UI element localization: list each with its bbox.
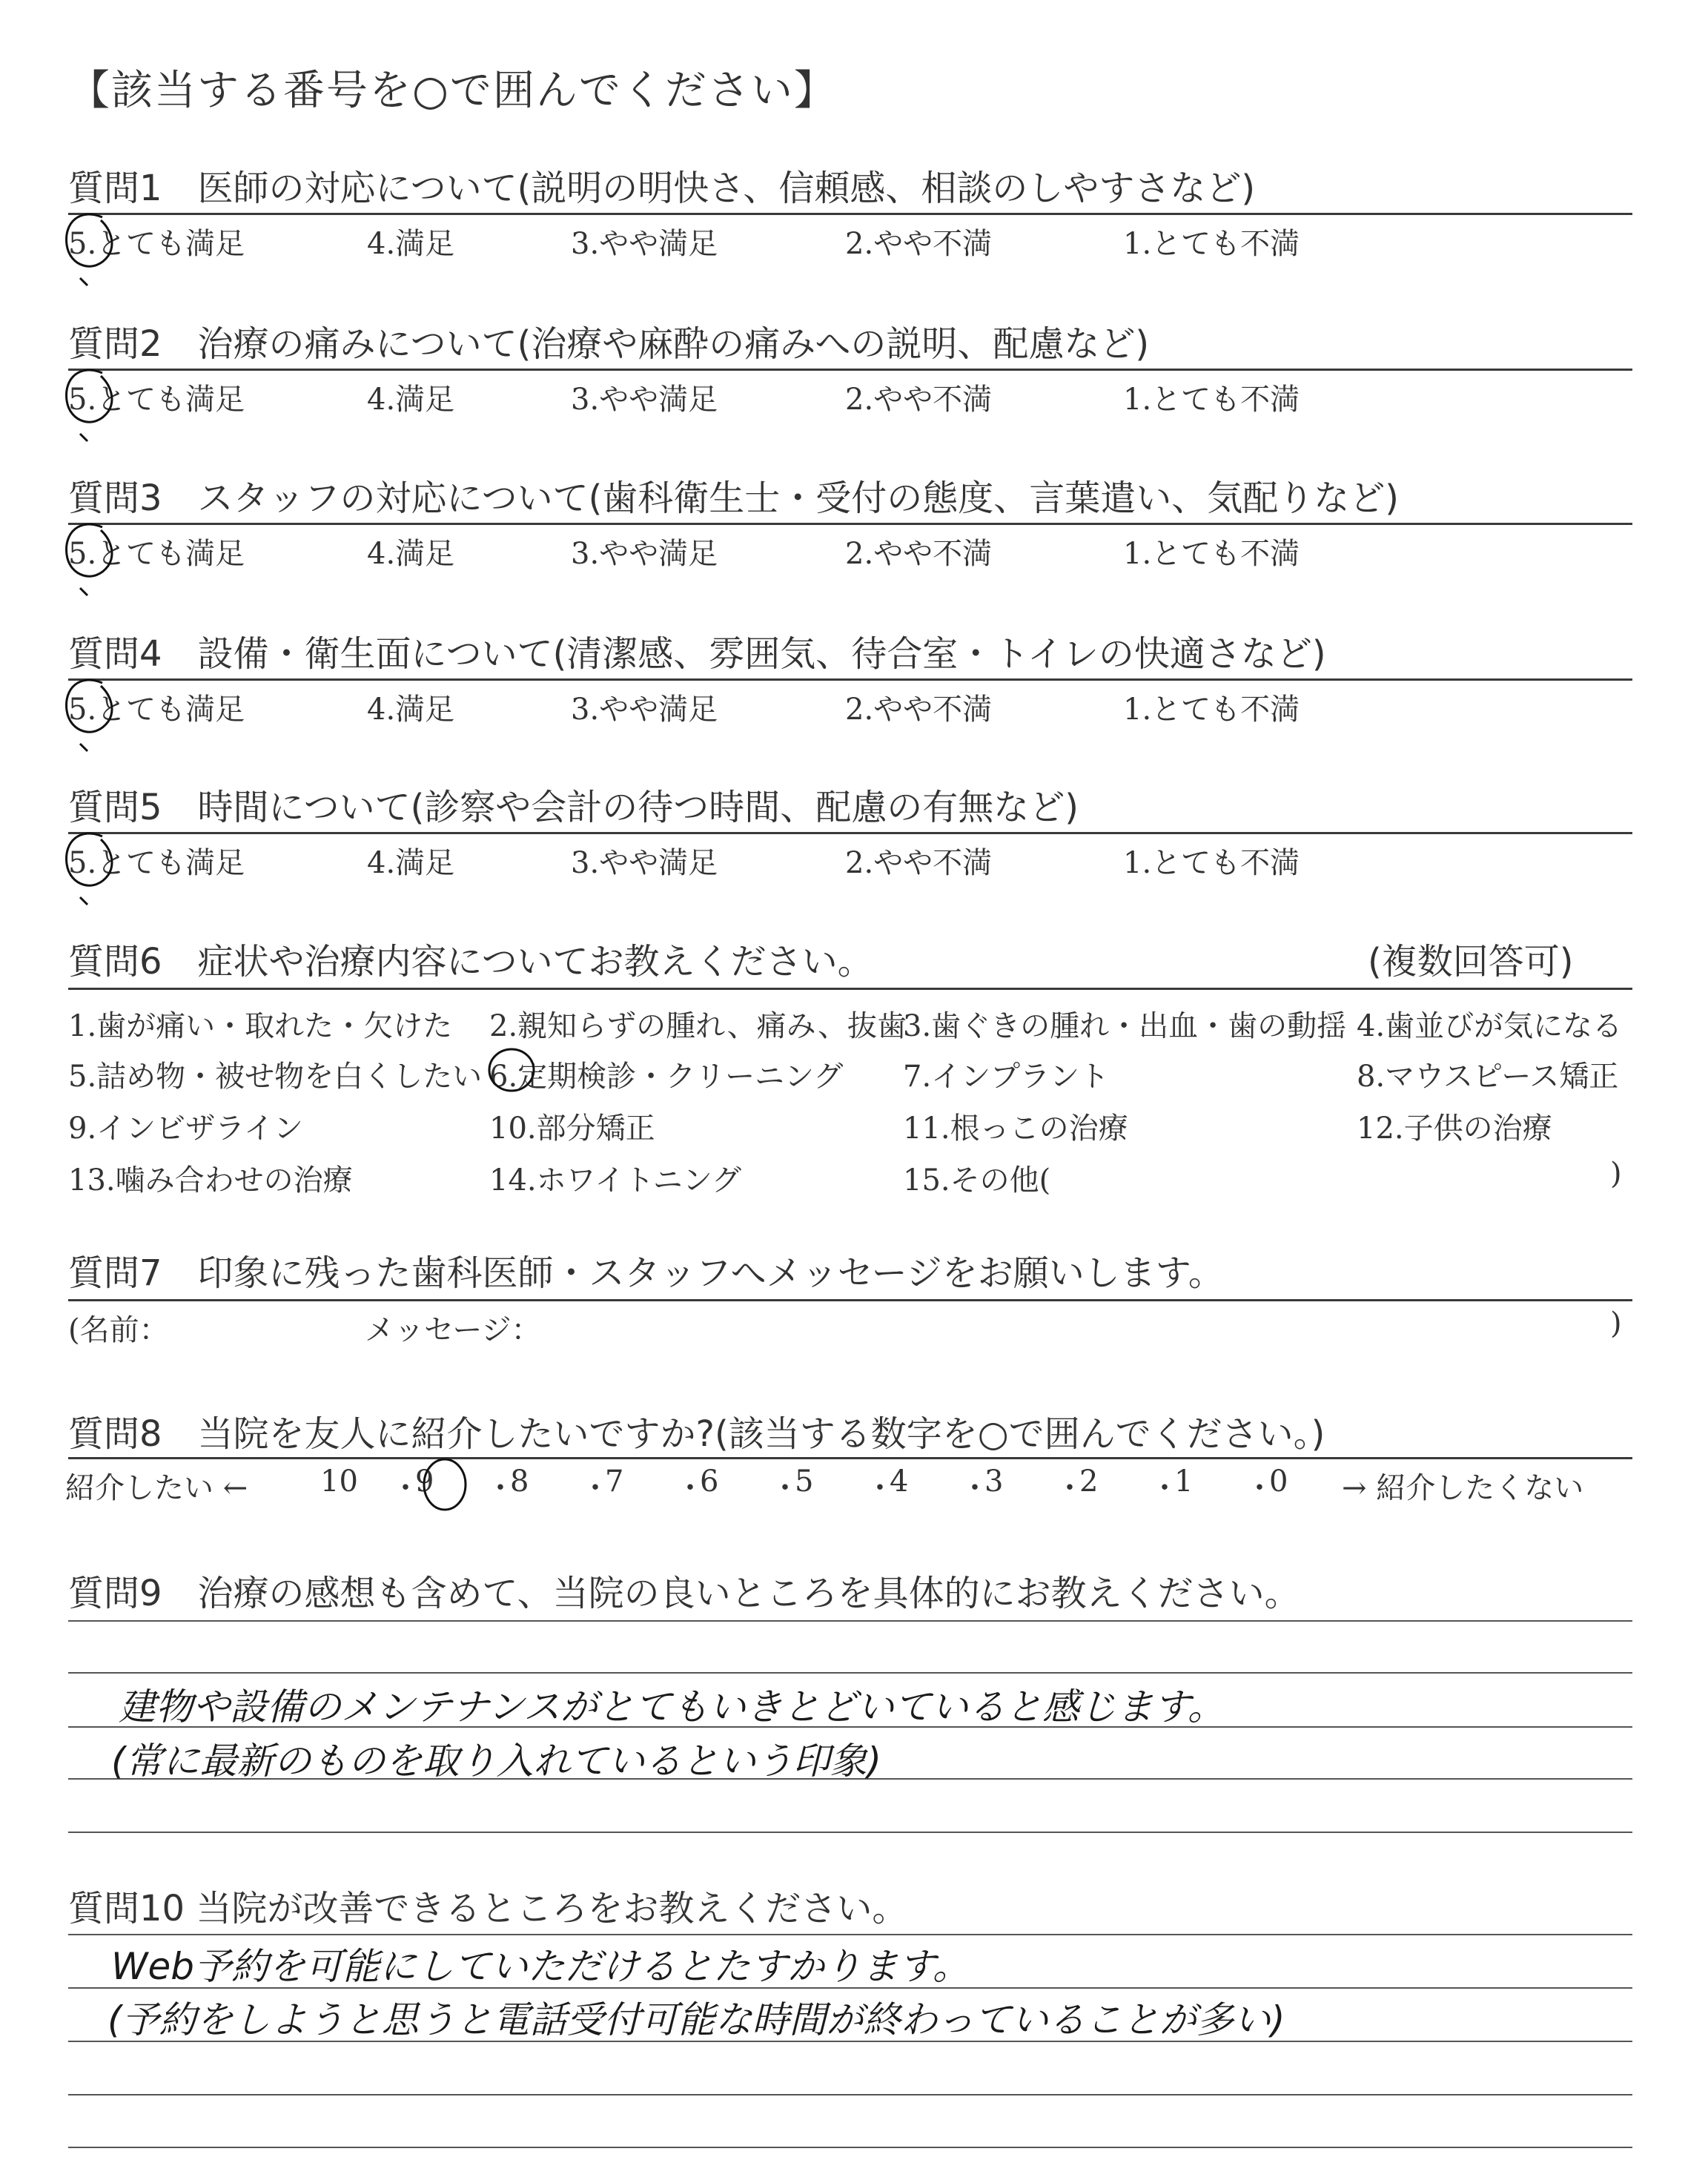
q1-rule — [68, 213, 1632, 215]
q8-score-10[interactable]: 10 — [320, 1464, 358, 1499]
q7-name-label: (名前： — [68, 1313, 169, 1347]
q8-score-8[interactable]: 8 — [510, 1464, 529, 1499]
q9-rule-5 — [68, 1832, 1632, 1833]
q3-option-3[interactable]: 3.やや満足 — [571, 537, 718, 571]
q7-close-paren: ) — [1610, 1307, 1622, 1341]
q10-answer-line-1: Web予約を可能にしていただけるとたすかります。 — [111, 1945, 970, 1988]
q4-option-3[interactable]: 3.やや満足 — [571, 693, 718, 727]
q6-option-13[interactable]: 13.噛み合わせの治療 — [68, 1163, 353, 1198]
q1-title: 質問1 医師の対応について(説明の明快さ、信頼感、相談のしやすさなど) — [68, 168, 1256, 209]
q10-rule-5 — [68, 2147, 1632, 2148]
q4-option-5[interactable]: 5.とても満足 — [68, 693, 245, 727]
q1-selection-circle — [58, 204, 125, 293]
q3-selection-circle — [58, 514, 125, 603]
q3-option-1[interactable]: 1.とても不満 — [1123, 537, 1300, 571]
q7-message-label: メッセージ： — [365, 1313, 541, 1347]
q10-rule-1 — [68, 1934, 1632, 1935]
q9-answer-line-2: (常に最新のものを取り入れているという印象) — [111, 1740, 882, 1783]
q8-title: 質問8 当院を友人に紹介したいですか?(該当する数字を○で囲んでください。) — [68, 1413, 1325, 1455]
q1-option-2[interactable]: 2.やや不満 — [845, 227, 993, 261]
q2-selection-circle — [58, 360, 125, 449]
q8-score-4[interactable]: 4 — [890, 1464, 909, 1499]
q6-option-9[interactable]: 9.インビザライン — [68, 1112, 303, 1146]
q1-option-5[interactable]: 5.とても満足 — [68, 227, 245, 261]
q6-option-7[interactable]: 7.インプラント — [903, 1060, 1110, 1094]
q6-option-2[interactable]: 2.親知らずの腫れ、痛み、抜歯 — [489, 1009, 907, 1043]
q1-option-3[interactable]: 3.やや満足 — [571, 227, 718, 261]
q4-option-4[interactable]: 4.満足 — [367, 693, 455, 727]
page-header: 【該当する番号を○で囲んでください】 — [68, 67, 837, 115]
q6-option-6[interactable]: 6.定期検診・クリーニング — [489, 1060, 844, 1094]
q8-separator: ・ — [770, 1471, 800, 1505]
q2-option-2[interactable]: 2.やや不満 — [845, 383, 993, 417]
q8-score-3[interactable]: 3 — [984, 1464, 1004, 1499]
q3-option-4[interactable]: 4.満足 — [367, 537, 455, 571]
q5-option-2[interactable]: 2.やや不満 — [845, 846, 993, 880]
q6-option-10[interactable]: 10.部分矯正 — [489, 1112, 655, 1146]
q2-option-3[interactable]: 3.やや満足 — [571, 383, 718, 417]
q2-option-4[interactable]: 4.満足 — [367, 383, 455, 417]
q9-answer-line-1: 建物や設備のメンテナンスがとてもいきとどいていると感じます。 — [119, 1685, 1225, 1728]
q8-separator: ・ — [1245, 1471, 1274, 1505]
q5-title: 質問5 時間について(診察や会計の待つ時間、配慮の有無など) — [68, 787, 1079, 828]
q3-rule — [68, 523, 1632, 525]
q10-answer-line-2: (予約をしようと思うと電話受付可能な時間が終わっていることが多い) — [107, 1998, 1285, 2041]
q3-option-2[interactable]: 2.やや不満 — [845, 537, 993, 571]
q6-option-3[interactable]: 3.歯ぐきの腫れ・出血・歯の動揺 — [903, 1009, 1347, 1043]
q5-option-4[interactable]: 4.満足 — [367, 846, 455, 880]
q8-separator: ・ — [580, 1471, 610, 1505]
q8-separator: ・ — [1055, 1471, 1085, 1505]
q8-score-0[interactable]: 0 — [1269, 1464, 1288, 1499]
q4-selection-circle — [58, 670, 125, 759]
q3-option-5[interactable]: 5.とても満足 — [68, 537, 245, 571]
q6-option-14[interactable]: 14.ホワイトニング — [489, 1163, 742, 1198]
q5-option-1[interactable]: 1.とても不満 — [1123, 846, 1300, 880]
q8-score-9[interactable]: 9 — [415, 1464, 434, 1499]
q6-option-8[interactable]: 8.マウスピース矯正 — [1357, 1060, 1619, 1094]
q9-rule-1 — [68, 1620, 1632, 1622]
q4-title: 質問4 設備・衛生面について(清潔感、雰囲気、待合室・トイレの快適さなど) — [68, 633, 1326, 675]
q8-score-5[interactable]: 5 — [795, 1464, 814, 1499]
q10-rule-4 — [68, 2094, 1632, 2095]
q8-score-7[interactable]: 7 — [605, 1464, 624, 1499]
q4-rule — [68, 678, 1632, 681]
q9-title: 質問9 治療の感想も含めて、当院の良いところを具体的にお教えください。 — [68, 1573, 1300, 1614]
q6-title: 質問6 症状や治療内容についてお教えください。 — [68, 941, 873, 982]
q6-option-5[interactable]: 5.詰め物・被せ物を白くしたい — [68, 1060, 483, 1094]
q8-rule — [68, 1457, 1632, 1459]
q2-option-1[interactable]: 1.とても不満 — [1123, 383, 1300, 417]
q6-option-15[interactable]: 15.その他( — [903, 1163, 1051, 1198]
q6-option-1[interactable]: 1.歯が痛い・取れた・欠けた — [68, 1009, 453, 1043]
q9-rule-2 — [68, 1672, 1632, 1674]
q8-separator: ・ — [960, 1471, 990, 1505]
q6-note: (複数回答可) — [1368, 941, 1574, 982]
q2-option-5[interactable]: 5.とても満足 — [68, 383, 245, 417]
q8-separator: ・ — [675, 1471, 705, 1505]
q8-left-label: 紹介したい ← — [65, 1471, 248, 1505]
q1-option-1[interactable]: 1.とても不満 — [1123, 227, 1300, 261]
q8-score-2[interactable]: 2 — [1079, 1464, 1099, 1499]
q6-rule — [68, 988, 1632, 990]
q5-option-5[interactable]: 5.とても満足 — [68, 846, 245, 880]
q4-option-1[interactable]: 1.とても不満 — [1123, 693, 1300, 727]
q6-option-12[interactable]: 12.子供の治療 — [1357, 1112, 1552, 1146]
q7-title: 質問7 印象に残った歯科医師・スタッフへメッセージをお願いします。 — [68, 1252, 1224, 1294]
q7-rule — [68, 1299, 1632, 1301]
q8-score-6[interactable]: 6 — [700, 1464, 719, 1499]
q3-title: 質問3 スタッフの対応について(歯科衛生士・受付の態度、言葉遣い、気配りなど) — [68, 478, 1400, 519]
q8-separator: ・ — [391, 1471, 420, 1505]
q10-title: 質問10 当院が改善できるところをお教えください。 — [68, 1888, 908, 1929]
q8-separator: ・ — [1150, 1471, 1179, 1505]
q4-option-2[interactable]: 2.やや不満 — [845, 693, 993, 727]
q8-separator: ・ — [486, 1471, 515, 1505]
q5-option-3[interactable]: 3.やや満足 — [571, 846, 718, 880]
q6-option-11[interactable]: 11.根っこの治療 — [903, 1112, 1128, 1146]
q8-right-label: → 紹介したくない — [1342, 1471, 1584, 1505]
q2-rule — [68, 369, 1632, 371]
q6-option-4[interactable]: 4.歯並びが気になる — [1357, 1009, 1623, 1043]
q8-score-1[interactable]: 1 — [1174, 1464, 1194, 1499]
q5-selection-circle — [58, 823, 125, 912]
q8-separator: ・ — [865, 1471, 895, 1505]
q6-selection-circle — [482, 1046, 541, 1097]
q1-option-4[interactable]: 4.満足 — [367, 227, 455, 261]
q2-title: 質問2 治療の痛みについて(治療や麻酔の痛みへの説明、配慮など) — [68, 323, 1150, 365]
q5-rule — [68, 832, 1632, 834]
q8-selection-circle — [417, 1455, 473, 1514]
q6-option-16[interactable]: ) — [1610, 1157, 1622, 1191]
